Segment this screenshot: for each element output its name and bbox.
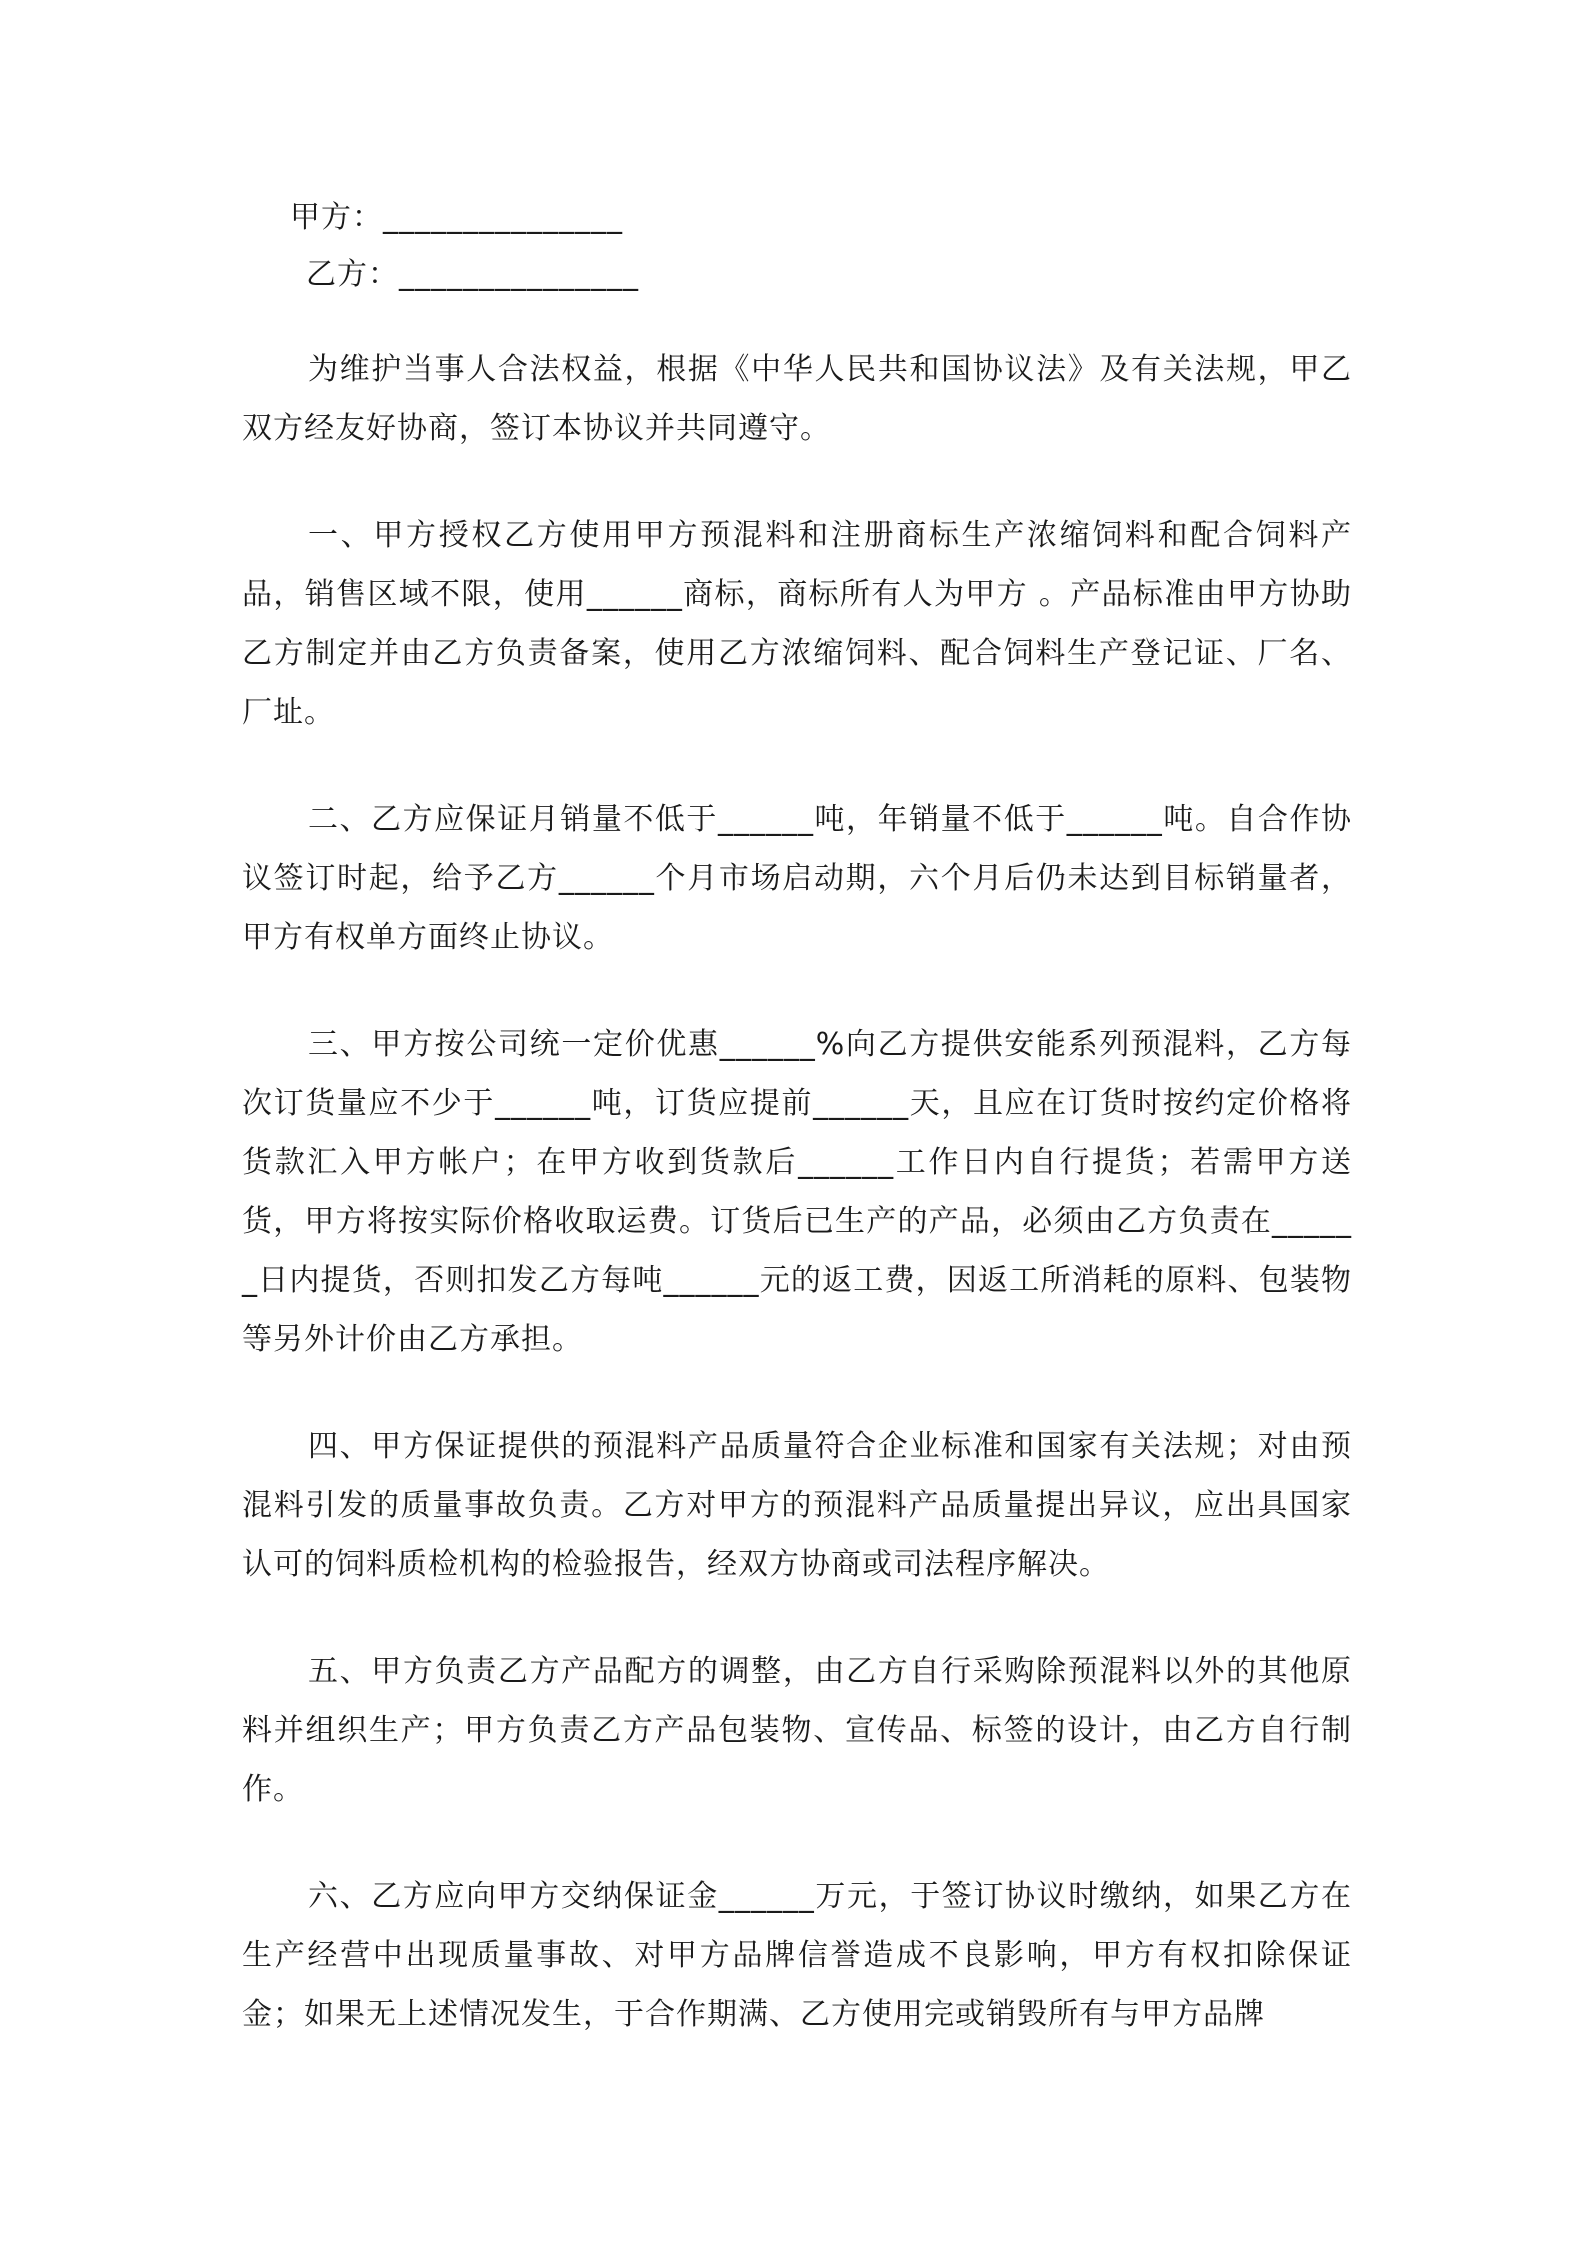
agreement-body — [242, 340, 1352, 2092]
clause-3-paragraph: 三、甲方按公司统一定价优惠______%向乙方提供安能系列预混料，乙方每次订货量应不少于______吨，订货应提前______天，且应在订货时按约定价格将货款汇入甲方帐户；在甲方收到货款后______工作日内自行提货；若需甲方送货，甲方将按实际价格收取运费。订货后已生产的产品，必须由乙方负责在______日内提货，否则扣发乙方每吨______元的返工费，因返工所消耗的原料、包装物等另外计价由乙方承担。 — [242, 1027, 1352, 1357]
preamble-paragraph: 为维护当事人合法权益，根据《中华人民共和国协议法》及有关法规，甲乙双方经友好协商，签订本协议并共同遵守。 — [242, 352, 1352, 446]
clause-1-paragraph: 一、甲方授权乙方使用甲方预混料和注册商标生产浓缩饲料和配合饲料产品，销售区域不限，使用______商标，商标所有人为甲方 。产品标准由甲方协助乙方制定并由乙方负责备案，使用乙方浓缩饲料、配合饲料生产登记证、厂名、厂址。 — [242, 518, 1352, 730]
clause-2-paragraph: 二、乙方应保证月销量不低于______吨，年销量不低于______吨。自合作协议签订时起，给予乙方______个月市场启动期，六个月后仍未达到目标销量者，甲方有权单方面终止协议。 — [242, 802, 1352, 955]
clause-6-paragraph: 六、乙方应向甲方交纳保证金______万元，于签订协议时缴纳，如果乙方在生产经营中出现质量事故、对甲方品牌信誉造成不良影响，甲方有权扣除保证金；如果无上述情况发生，于合作期满、乙方使用完或销毁所有与甲方品牌 — [242, 1879, 1352, 2032]
clause-4-paragraph: 四、甲方保证提供的预混料产品质量符合企业标准和国家有关法规；对由预混料引发的质量事故负责。乙方对甲方的预混料产品质量提出异议，应出具国家认可的饲料质检机构的检验报告，经双方协商或司法程序解决。 — [242, 1429, 1352, 1582]
party-a-line: 甲方：_______________ — [290, 200, 623, 235]
clause-5-paragraph: 五、甲方负责乙方产品配方的调整，由乙方自行采购除预混料以外的其他原料并组织生产；甲方负责乙方产品包装物、宣传品、标签的设计，由乙方自行制作。 — [242, 1654, 1352, 1807]
party-b-line: 乙方：_______________ — [306, 257, 639, 292]
